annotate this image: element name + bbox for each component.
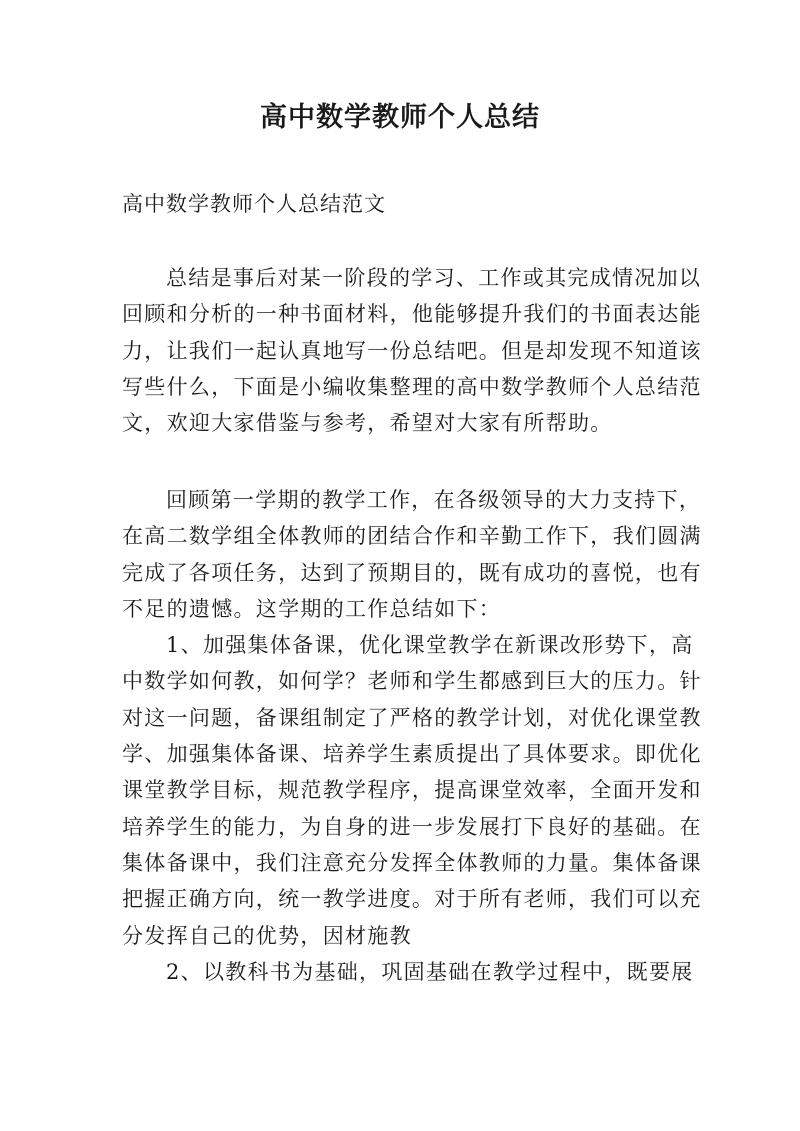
paragraph-line: 把握正确方向，统一教学进度。对于所有老师，我们可以充 <box>122 887 702 912</box>
list-item-2-line: 2、以教科书为基础，巩固基础在教学过程中，既要展 <box>166 959 694 984</box>
paragraph-line: 学、加强集体备课、培养学生素质提出了具体要求。即优化 <box>122 742 702 767</box>
document-subtitle: 高中数学教师个人总结范文 <box>122 192 386 216</box>
paragraph-line: 培养学生的能力，为自身的进一步发展打下良好的基础。在 <box>122 814 702 839</box>
paragraph-line: 力，让我们一起认真地写一份总结吧。但是却发现不知道该 <box>122 338 702 363</box>
paragraph-line: 总结是事后对某一阶段的学习、工作或其完成情况加以 <box>166 266 702 290</box>
paragraph-line: 不足的遗憾。这学期的工作总结如下： <box>122 596 502 621</box>
paragraph-line: 课堂教学目标，规范教学程序，提高课堂效率，全面开发和 <box>122 778 702 803</box>
paragraph-line: 完成了各项任务，达到了预期目的，既有成功的喜悦，也有 <box>122 560 702 585</box>
paragraph-line: 回顾和分析的一种书面材料，他能够提升我们的书面表达能 <box>122 302 702 327</box>
paragraph-line: 分发挥自己的优势，因材施教 <box>122 923 412 948</box>
paragraph-line: 文，欢迎大家借鉴与参考，希望对大家有所帮助。 <box>122 411 613 436</box>
paragraph-line: 写些什么，下面是小编收集整理的高中数学教师个人总结范 <box>122 374 702 399</box>
paragraph-line: 在高二数学组全体教师的团结合作和辛勤工作下，我们圆满 <box>122 524 702 549</box>
page-title: 高中数学教师个人总结 <box>260 102 540 133</box>
paragraph-line: 集体备课中，我们注意充分发挥全体教师的力量。集体备课 <box>122 850 702 875</box>
list-item-1-line: 1、加强集体备课，优化课堂教学在新课改形势下，高 <box>166 633 694 658</box>
review-paragraph <box>122 482 702 990</box>
paragraph-line: 中数学如何教，如何学？老师和学生都感到巨大的压力。针 <box>122 669 702 694</box>
intro-paragraph <box>122 260 702 441</box>
paragraph-line: 回顾第一学期的教学工作，在各级领导的大力支持下， <box>166 488 702 512</box>
paragraph-line: 对这一问题，备课组制定了严格的教学计划，对优化课堂教 <box>122 705 702 730</box>
